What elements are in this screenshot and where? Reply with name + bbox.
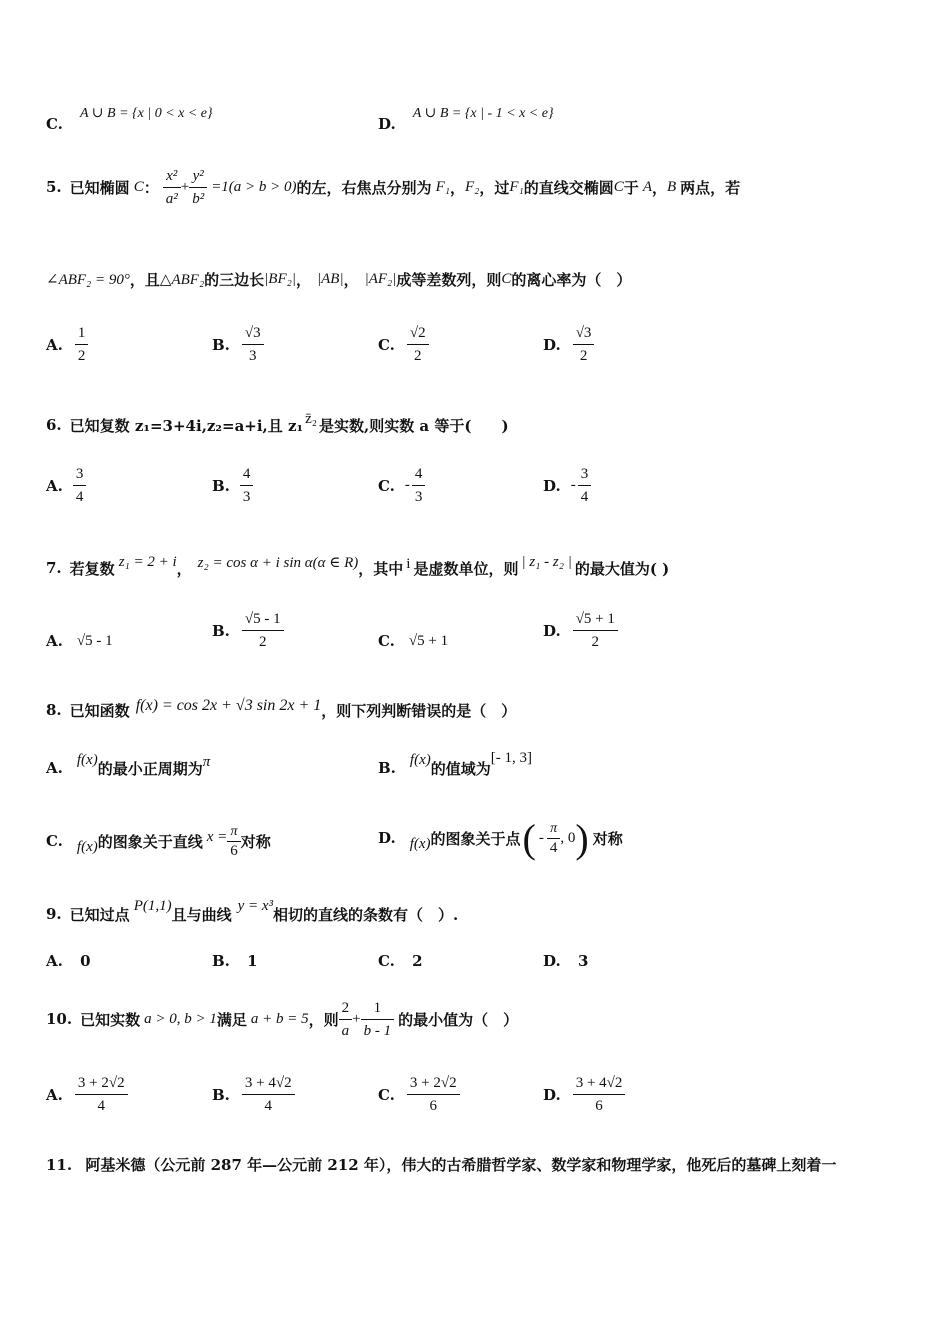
q11-stem [46, 1154, 836, 1175]
stem-text: ： [143, 178, 159, 197]
stem-text: ， [295, 270, 311, 289]
q7-option-b[interactable] [212, 608, 284, 653]
stem-text: 成等差数列，则 [396, 270, 502, 289]
fraction [73, 463, 87, 508]
q9-option-b[interactable] [212, 952, 258, 970]
math-var: F₁ [435, 178, 450, 195]
denominator: 2 [414, 348, 422, 364]
sign: - [404, 477, 410, 493]
q10-stem [46, 984, 518, 1054]
stem-text: 是实数,则实数 a 等于( ) [318, 416, 509, 435]
q5-option-a[interactable] [46, 322, 88, 367]
open-paren: ( [522, 815, 536, 861]
numerator: √3 [242, 322, 264, 345]
q8-option-a[interactable] [46, 748, 210, 788]
stem-text: 已知函数 [69, 701, 130, 720]
q7-option-a[interactable] [46, 632, 113, 650]
math-var: f(x) [76, 838, 98, 855]
equation: ∠ABF₂ = 90° [46, 271, 130, 288]
q6-option-c[interactable] [378, 463, 425, 508]
fraction [242, 608, 284, 653]
stem-text: 两点，若 [680, 178, 741, 197]
q8-option-b[interactable] [378, 748, 532, 788]
fraction [412, 463, 426, 508]
q10-option-d[interactable] [543, 1072, 625, 1117]
numerator: √5 - 1 [242, 608, 284, 631]
denominator: 6 [429, 1098, 437, 1114]
stem-text: ，且 [129, 270, 160, 289]
stem-text: ， [449, 178, 465, 197]
math-var: F₂ [464, 178, 480, 195]
stem-text: 已知过点 [69, 905, 130, 924]
question-number: 8. [46, 701, 62, 719]
numerator: 3 + 4√2 [242, 1072, 295, 1095]
denominator: a [341, 1022, 350, 1039]
denominator: 6 [230, 842, 238, 859]
numerator: π [227, 823, 241, 842]
option-value: 2 [412, 952, 423, 970]
stem-text: ， [176, 559, 192, 578]
numerator: 3 [73, 463, 87, 486]
option-label: C. [378, 335, 395, 354]
question-number: 6. [46, 416, 62, 434]
math-var: f(x) [409, 751, 431, 768]
option-label: C. [378, 476, 395, 495]
fraction [339, 997, 353, 1042]
option-label: D. [543, 952, 561, 970]
numerator: √3 [573, 322, 595, 345]
numerator: √5 + 1 [573, 608, 618, 631]
q7-option-c[interactable] [378, 632, 448, 650]
q10-option-a[interactable] [46, 1072, 128, 1117]
option-label: B. [212, 476, 230, 495]
option-label: B. [212, 952, 230, 970]
expression: √5 - 1 [76, 632, 113, 649]
fraction [75, 322, 89, 367]
stem-text: ，过 [479, 178, 510, 197]
numerator: π [547, 820, 561, 839]
q6-option-d[interactable] [543, 463, 591, 508]
option-label: D. [543, 476, 561, 495]
q6-option-b[interactable] [212, 463, 253, 508]
option-label: A. [46, 335, 63, 354]
equation: f(x) = cos 2x + √3 sin 2x + 1 [135, 697, 322, 714]
stem-text: 的值域为 [430, 759, 491, 778]
option-value: 1 [247, 952, 258, 970]
option-label: D. [378, 829, 396, 847]
fraction [242, 1072, 295, 1117]
math-var: π [202, 753, 211, 770]
fraction [75, 1072, 128, 1117]
expression: √5 + 1 [408, 632, 449, 649]
stem-text: 于 [623, 178, 639, 197]
fraction [163, 165, 181, 210]
close-paren: ) [575, 815, 589, 861]
q10-option-b[interactable] [212, 1072, 295, 1117]
fraction [547, 820, 561, 857]
fraction [578, 463, 592, 508]
denominator: 6 [595, 1098, 603, 1114]
numerator: 4 [240, 463, 254, 486]
math-var: z̄₂ [305, 410, 317, 427]
option-label: C. [378, 952, 395, 970]
fraction [361, 997, 395, 1042]
option-label: A. [46, 759, 63, 777]
numerator: 1 [361, 997, 395, 1020]
math-var: |BF₂| [264, 270, 296, 287]
stem-text: ，则 [308, 1010, 339, 1029]
math-var: C [613, 178, 624, 195]
numerator: 3 + 2√2 [407, 1072, 460, 1095]
numerator: 1 [75, 322, 89, 345]
q5-stem-line1 [46, 162, 740, 212]
q4-option-c [46, 102, 213, 133]
math-var: |AF₂| [364, 270, 397, 287]
question-number: 5. [46, 178, 62, 196]
q9-option-a[interactable] [46, 952, 91, 970]
operator: + [352, 1010, 361, 1027]
denominator: 4 [97, 1098, 105, 1114]
question-number: 7. [46, 559, 62, 577]
stem-text: 若复数 [69, 559, 115, 578]
equation: =1(a > b > 0) [211, 178, 297, 195]
interval: [- 1, 3] [490, 749, 532, 766]
option-value: 0 [80, 952, 91, 970]
stem-text: 对称 [240, 832, 271, 851]
option-label: D. [543, 335, 561, 354]
fraction [407, 322, 429, 367]
stem-text: 的最小正周期为 [97, 759, 203, 778]
math-var: B [667, 178, 677, 195]
q6-stem [46, 408, 509, 442]
q9-stem [46, 896, 458, 932]
option-label: B. [212, 1085, 230, 1104]
denominator: 4 [75, 489, 84, 505]
stem-text: 满足 [216, 1010, 247, 1029]
denominator: 4 [549, 839, 558, 856]
denominator: 4 [580, 489, 589, 505]
question-number: 10. [46, 1010, 73, 1028]
q8-option-d[interactable] [378, 808, 623, 868]
option-math: A ∪ B = {x | 0 < x < e} [80, 106, 213, 121]
stem-text: 的直线交椭圆 [523, 178, 614, 197]
stem-text: 的左，右焦点分别为 [296, 178, 432, 197]
fraction [240, 463, 254, 508]
stem-text: 的图象关于点 [430, 829, 521, 848]
q4-option-d [378, 102, 554, 133]
stem-text: 且与曲线 [171, 905, 232, 924]
stem-text: 已知实数 [80, 1010, 141, 1029]
fraction [189, 165, 207, 210]
q6-option-a[interactable] [46, 463, 86, 508]
fraction [573, 322, 595, 367]
stem-text: 已知椭圆 [69, 178, 130, 197]
math-var: C [501, 270, 512, 287]
stem-text: 的最小值为（ ） [398, 1010, 519, 1029]
question-number: 9. [46, 905, 62, 923]
option-label: D. [543, 1085, 561, 1104]
fraction [227, 823, 241, 860]
numerator: 3 [578, 463, 592, 486]
option-label: A. [46, 476, 63, 495]
stem-text: ， [343, 270, 359, 289]
math-var: △ABF₂ [159, 271, 205, 288]
math-var: i [406, 555, 411, 572]
q10-option-c[interactable] [378, 1072, 460, 1117]
q5-option-c[interactable] [378, 322, 429, 367]
q9-option-d[interactable] [543, 952, 588, 970]
q7-stem [46, 548, 669, 588]
math-var: A [642, 178, 652, 195]
fraction [242, 322, 264, 367]
math-var: x = [206, 828, 228, 845]
math-var: f(x) [76, 751, 98, 768]
q5-option-d[interactable] [543, 322, 594, 367]
sign: - [570, 477, 576, 493]
option-label: A. [46, 632, 63, 650]
option-label: C. [46, 832, 63, 850]
option-label: B. [212, 335, 230, 354]
q5-stem-line2 [46, 262, 631, 296]
stem-text: 相切的直线的条数有（ ）. [273, 905, 459, 924]
denominator: b² [192, 190, 205, 207]
q9-option-c[interactable] [378, 952, 423, 970]
stem-text: ， [651, 178, 667, 197]
numerator: 2 [339, 997, 353, 1020]
stem-text: 的最大值为( ) [574, 559, 670, 578]
stem-text: 是虚数单位，则 [413, 559, 519, 578]
option-label: C. [46, 115, 63, 133]
denominator: 2 [591, 634, 600, 650]
denominator: 3 [242, 489, 251, 505]
math-var: f(x) [409, 835, 431, 852]
numerator: 3 + 4√2 [573, 1072, 626, 1095]
math-var: P(1,1) [133, 897, 172, 914]
equation: z₂ = cos α + i sin α(α ∈ R) [197, 554, 359, 571]
math-var: C [133, 178, 144, 195]
option-label: A. [46, 952, 63, 970]
fraction [573, 1072, 626, 1117]
sign: - [538, 829, 544, 846]
q5-option-b[interactable] [212, 322, 264, 367]
option-label: D. [378, 115, 396, 133]
numerator: y² [189, 165, 207, 188]
fraction [573, 608, 618, 653]
option-label: A. [46, 1085, 63, 1104]
question-number: 11. [46, 1156, 73, 1174]
q8-option-c[interactable] [46, 814, 271, 868]
denominator: 3 [414, 489, 423, 505]
denominator: b - 1 [363, 1022, 392, 1039]
q7-option-d[interactable] [543, 608, 618, 653]
denominator: a² [165, 190, 178, 207]
stem-text: 已知复数 z₁=3+4i,z₂=a+i,且 z₁ [69, 416, 304, 435]
q8-stem [46, 692, 516, 728]
stem-text: 的三边长 [204, 270, 265, 289]
math-var: |AB| [317, 270, 344, 287]
stem-text: 阿基米德（公元前 287 年—公元前 212 年），伟大的古希腊哲学家、数学家和物理学家，他死后的墓碑上刻着一 [85, 1156, 837, 1174]
denominator: 3 [249, 348, 257, 364]
denominator: 2 [259, 634, 267, 650]
stem-text: ，则下列判断错误的是（ ） [321, 701, 517, 720]
option-label: C. [378, 632, 395, 650]
option-label: C. [378, 1085, 395, 1104]
math-value: , 0 [560, 829, 576, 846]
equation: a + b = 5 [250, 1010, 309, 1027]
numerator: 3 + 2√2 [75, 1072, 128, 1095]
equation: z₁ = 2 + i [118, 553, 177, 570]
option-label: B. [212, 621, 230, 640]
numerator: x² [163, 165, 181, 188]
denominator: 2 [77, 348, 86, 364]
option-math: A ∪ B = {x | - 1 < x < e} [412, 106, 554, 121]
equation: y = x³ [237, 897, 274, 914]
stem-text: ，其中 [358, 559, 404, 578]
numerator: 4 [412, 463, 426, 486]
math-var: F₁ [509, 178, 524, 195]
stem-text: 的图象关于直线 [97, 832, 203, 851]
operator: + [180, 178, 190, 195]
option-value: 3 [577, 952, 589, 970]
stem-text: 的离心率为（ ） [511, 270, 632, 289]
numerator: √2 [407, 322, 429, 345]
equation: | z₁ - z₂ | [521, 553, 572, 570]
denominator: 2 [579, 348, 588, 364]
stem-text: 对称 [592, 829, 623, 848]
option-label: D. [543, 621, 561, 640]
fraction [407, 1072, 460, 1117]
denominator: 4 [264, 1098, 272, 1114]
equation: a > 0, b > 1 [144, 1010, 217, 1027]
option-label: B. [378, 759, 396, 777]
